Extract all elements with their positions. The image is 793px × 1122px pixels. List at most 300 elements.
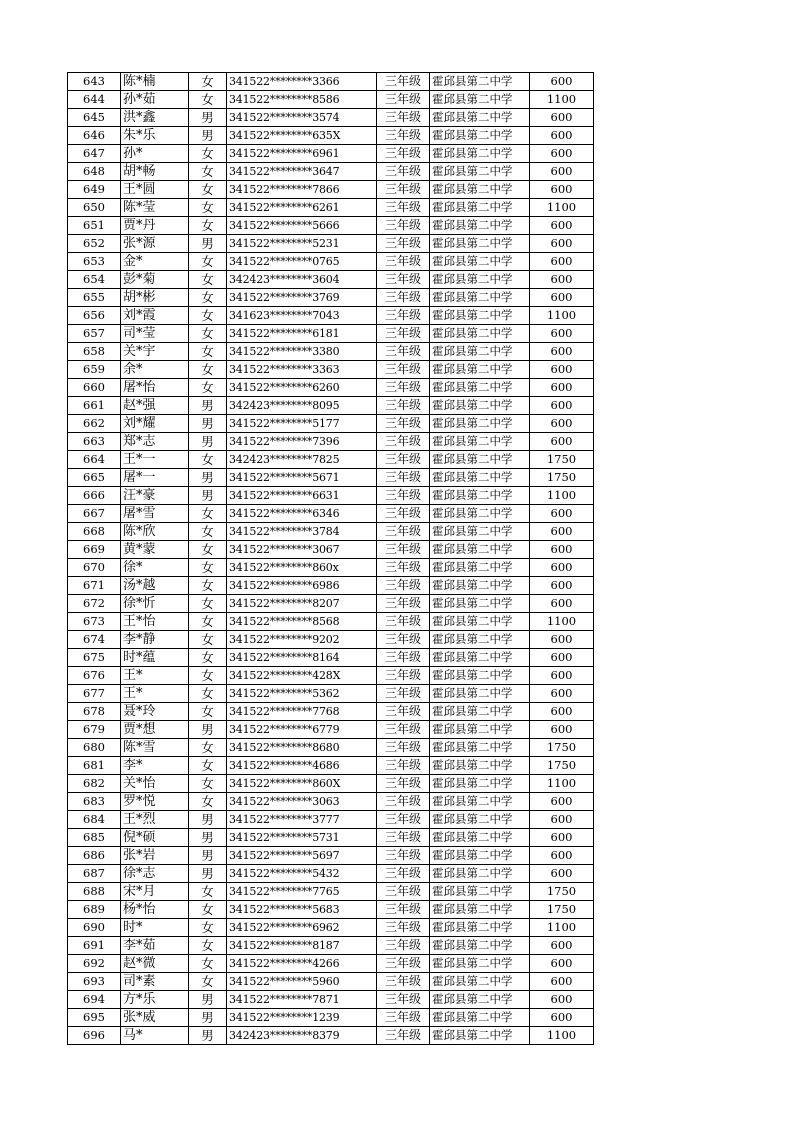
table-body: [68, 73, 594, 1045]
table-row: [68, 541, 594, 559]
amount-cell: 600: [530, 253, 594, 271]
grade-cell: 三年级: [377, 919, 430, 937]
row-number-cell: 695: [68, 1009, 121, 1027]
table-row: [68, 901, 594, 919]
gender-cell: 女: [189, 307, 227, 325]
grade-cell: 三年级: [377, 775, 430, 793]
grade-cell: 三年级: [377, 685, 430, 703]
gender-cell: 女: [189, 613, 227, 631]
amount-cell: 600: [530, 271, 594, 289]
school-cell: 霍邱县第二中学: [430, 91, 530, 109]
table-row: [68, 685, 594, 703]
student-name-cell: 陈*欣: [121, 523, 189, 541]
table-row: [68, 721, 594, 739]
student-name-cell: 王*怡: [121, 613, 189, 631]
grade-cell: 三年级: [377, 127, 430, 145]
amount-cell: 600: [530, 163, 594, 181]
gender-cell: 女: [189, 595, 227, 613]
grade-cell: 三年级: [377, 1009, 430, 1027]
student-name-cell: 王*: [121, 667, 189, 685]
student-name-cell: 黄*蒙: [121, 541, 189, 559]
school-cell: 霍邱县第二中学: [430, 217, 530, 235]
id-number-cell: 341522********3366: [227, 73, 377, 91]
student-name-cell: 贾*丹: [121, 217, 189, 235]
school-cell: 霍邱县第二中学: [430, 433, 530, 451]
table-row: [68, 919, 594, 937]
table-row: [68, 505, 594, 523]
student-name-cell: 杨*怡: [121, 901, 189, 919]
amount-cell: 1100: [530, 307, 594, 325]
id-number-cell: 341522********5432: [227, 865, 377, 883]
gender-cell: 男: [189, 1009, 227, 1027]
gender-cell: 男: [189, 829, 227, 847]
amount-cell: 1750: [530, 901, 594, 919]
row-number-cell: 652: [68, 235, 121, 253]
table-row: [68, 595, 594, 613]
school-cell: 霍邱县第二中学: [430, 469, 530, 487]
grade-cell: 三年级: [377, 109, 430, 127]
student-name-cell: 张*威: [121, 1009, 189, 1027]
id-number-cell: 341522********8568: [227, 613, 377, 631]
amount-cell: 600: [530, 811, 594, 829]
table-row: [68, 703, 594, 721]
grade-cell: 三年级: [377, 343, 430, 361]
id-number-cell: 341623********7043: [227, 307, 377, 325]
grade-cell: 三年级: [377, 1027, 430, 1045]
student-name-cell: 彭*菊: [121, 271, 189, 289]
gender-cell: 女: [189, 739, 227, 757]
row-number-cell: 664: [68, 451, 121, 469]
table-row: [68, 739, 594, 757]
grade-cell: 三年级: [377, 181, 430, 199]
school-cell: 霍邱县第二中学: [430, 181, 530, 199]
id-number-cell: 341522********6986: [227, 577, 377, 595]
gender-cell: 男: [189, 865, 227, 883]
row-number-cell: 674: [68, 631, 121, 649]
gender-cell: 女: [189, 757, 227, 775]
table-row: [68, 487, 594, 505]
row-number-cell: 644: [68, 91, 121, 109]
gender-cell: 男: [189, 109, 227, 127]
grade-cell: 三年级: [377, 235, 430, 253]
school-cell: 霍邱县第二中学: [430, 235, 530, 253]
row-number-cell: 647: [68, 145, 121, 163]
gender-cell: 男: [189, 847, 227, 865]
student-name-cell: 李*茹: [121, 937, 189, 955]
amount-cell: 600: [530, 631, 594, 649]
table-row: [68, 379, 594, 397]
table-row: [68, 883, 594, 901]
id-number-cell: 341522********3067: [227, 541, 377, 559]
grade-cell: 三年级: [377, 91, 430, 109]
row-number-cell: 692: [68, 955, 121, 973]
row-number-cell: 679: [68, 721, 121, 739]
id-number-cell: 341522********5697: [227, 847, 377, 865]
id-number-cell: 341522********6261: [227, 199, 377, 217]
table-row: [68, 667, 594, 685]
gender-cell: 女: [189, 703, 227, 721]
amount-cell: 600: [530, 145, 594, 163]
id-number-cell: 341522********7765: [227, 883, 377, 901]
amount-cell: 600: [530, 703, 594, 721]
school-cell: 霍邱县第二中学: [430, 739, 530, 757]
school-cell: 霍邱县第二中学: [430, 541, 530, 559]
row-number-cell: 673: [68, 613, 121, 631]
row-number-cell: 654: [68, 271, 121, 289]
student-name-cell: 贾*想: [121, 721, 189, 739]
id-number-cell: 342423********3604: [227, 271, 377, 289]
row-number-cell: 662: [68, 415, 121, 433]
table-row: [68, 955, 594, 973]
gender-cell: 男: [189, 469, 227, 487]
amount-cell: 600: [530, 991, 594, 1009]
grade-cell: 三年级: [377, 505, 430, 523]
school-cell: 霍邱县第二中学: [430, 847, 530, 865]
amount-cell: 600: [530, 973, 594, 991]
school-cell: 霍邱县第二中学: [430, 667, 530, 685]
table-row: [68, 217, 594, 235]
school-cell: 霍邱县第二中学: [430, 955, 530, 973]
student-name-cell: 王*烈: [121, 811, 189, 829]
school-cell: 霍邱县第二中学: [430, 487, 530, 505]
school-cell: 霍邱县第二中学: [430, 127, 530, 145]
grade-cell: 三年级: [377, 73, 430, 91]
row-number-cell: 680: [68, 739, 121, 757]
student-name-cell: 屠*雪: [121, 505, 189, 523]
student-name-cell: 屠*怡: [121, 379, 189, 397]
amount-cell: 1100: [530, 487, 594, 505]
school-cell: 霍邱县第二中学: [430, 73, 530, 91]
student-name-cell: 李*静: [121, 631, 189, 649]
id-number-cell: 342423********8379: [227, 1027, 377, 1045]
school-cell: 霍邱县第二中学: [430, 523, 530, 541]
gender-cell: 女: [189, 973, 227, 991]
table-row: [68, 559, 594, 577]
gender-cell: 女: [189, 667, 227, 685]
row-number-cell: 660: [68, 379, 121, 397]
grade-cell: 三年级: [377, 325, 430, 343]
row-number-cell: 696: [68, 1027, 121, 1045]
student-name-cell: 倪*硕: [121, 829, 189, 847]
amount-cell: 600: [530, 361, 594, 379]
row-number-cell: 684: [68, 811, 121, 829]
table-row: [68, 397, 594, 415]
table-row: [68, 145, 594, 163]
row-number-cell: 646: [68, 127, 121, 145]
gender-cell: 女: [189, 775, 227, 793]
grade-cell: 三年级: [377, 199, 430, 217]
student-name-cell: 王*圆: [121, 181, 189, 199]
table-row: [68, 469, 594, 487]
gender-cell: 女: [189, 217, 227, 235]
amount-cell: 1100: [530, 775, 594, 793]
id-number-cell: 341522********5231: [227, 235, 377, 253]
amount-cell: 600: [530, 667, 594, 685]
id-number-cell: 341522********5731: [227, 829, 377, 847]
gender-cell: 男: [189, 433, 227, 451]
id-number-cell: 341522********6260: [227, 379, 377, 397]
row-number-cell: 669: [68, 541, 121, 559]
amount-cell: 600: [530, 73, 594, 91]
grade-cell: 三年级: [377, 253, 430, 271]
gender-cell: 男: [189, 397, 227, 415]
school-cell: 霍邱县第二中学: [430, 973, 530, 991]
amount-cell: 600: [530, 559, 594, 577]
grade-cell: 三年级: [377, 307, 430, 325]
id-number-cell: 342423********7825: [227, 451, 377, 469]
row-number-cell: 672: [68, 595, 121, 613]
amount-cell: 600: [530, 109, 594, 127]
row-number-cell: 670: [68, 559, 121, 577]
table-row: [68, 847, 594, 865]
amount-cell: 600: [530, 865, 594, 883]
amount-cell: 600: [530, 181, 594, 199]
school-cell: 霍邱县第二中学: [430, 307, 530, 325]
student-name-cell: 赵*微: [121, 955, 189, 973]
amount-cell: 600: [530, 433, 594, 451]
school-cell: 霍邱县第二中学: [430, 451, 530, 469]
id-number-cell: 341522********0765: [227, 253, 377, 271]
amount-cell: 600: [530, 217, 594, 235]
amount-cell: 600: [530, 649, 594, 667]
amount-cell: 1750: [530, 739, 594, 757]
table-row: [68, 757, 594, 775]
id-number-cell: 341522********5177: [227, 415, 377, 433]
student-name-cell: 孙*: [121, 145, 189, 163]
gender-cell: 女: [189, 145, 227, 163]
gender-cell: 男: [189, 415, 227, 433]
school-cell: 霍邱县第二中学: [430, 145, 530, 163]
table-row: [68, 289, 594, 307]
student-name-cell: 王*一: [121, 451, 189, 469]
grade-cell: 三年级: [377, 667, 430, 685]
table-row: [68, 613, 594, 631]
grade-cell: 三年级: [377, 271, 430, 289]
school-cell: 霍邱县第二中学: [430, 1009, 530, 1027]
grade-cell: 三年级: [377, 901, 430, 919]
table-row: [68, 451, 594, 469]
row-number-cell: 645: [68, 109, 121, 127]
school-cell: 霍邱县第二中学: [430, 649, 530, 667]
table-row: [68, 991, 594, 1009]
row-number-cell: 661: [68, 397, 121, 415]
grade-cell: 三年级: [377, 649, 430, 667]
gender-cell: 女: [189, 271, 227, 289]
student-name-cell: 司*素: [121, 973, 189, 991]
amount-cell: 1750: [530, 451, 594, 469]
row-number-cell: 658: [68, 343, 121, 361]
student-name-cell: 陈*雪: [121, 739, 189, 757]
student-name-cell: 胡*畅: [121, 163, 189, 181]
amount-cell: 600: [530, 829, 594, 847]
amount-cell: 1100: [530, 91, 594, 109]
id-number-cell: 341522********8207: [227, 595, 377, 613]
row-number-cell: 656: [68, 307, 121, 325]
grade-cell: 三年级: [377, 577, 430, 595]
gender-cell: 女: [189, 325, 227, 343]
gender-cell: 女: [189, 577, 227, 595]
table-row: [68, 829, 594, 847]
table-row: [68, 181, 594, 199]
row-number-cell: 649: [68, 181, 121, 199]
row-number-cell: 690: [68, 919, 121, 937]
id-number-cell: 341522********428X: [227, 667, 377, 685]
amount-cell: 600: [530, 685, 594, 703]
school-cell: 霍邱县第二中学: [430, 685, 530, 703]
row-number-cell: 683: [68, 793, 121, 811]
table-row: [68, 811, 594, 829]
row-number-cell: 693: [68, 973, 121, 991]
student-name-cell: 余*: [121, 361, 189, 379]
school-cell: 霍邱县第二中学: [430, 1027, 530, 1045]
row-number-cell: 681: [68, 757, 121, 775]
table-row: [68, 199, 594, 217]
student-name-cell: 马*: [121, 1027, 189, 1045]
id-number-cell: 341522********9202: [227, 631, 377, 649]
row-number-cell: 643: [68, 73, 121, 91]
school-cell: 霍邱县第二中学: [430, 361, 530, 379]
id-number-cell: 341522********8680: [227, 739, 377, 757]
row-number-cell: 685: [68, 829, 121, 847]
id-number-cell: 341522********3574: [227, 109, 377, 127]
id-number-cell: 341522********7866: [227, 181, 377, 199]
table-row: [68, 361, 594, 379]
gender-cell: 女: [189, 901, 227, 919]
table-row: [68, 631, 594, 649]
student-name-cell: 李*: [121, 757, 189, 775]
table-row: [68, 343, 594, 361]
school-cell: 霍邱县第二中学: [430, 505, 530, 523]
table-row: [68, 73, 594, 91]
row-number-cell: 667: [68, 505, 121, 523]
id-number-cell: 341522********3769: [227, 289, 377, 307]
amount-cell: 1750: [530, 883, 594, 901]
gender-cell: 女: [189, 73, 227, 91]
school-cell: 霍邱县第二中学: [430, 865, 530, 883]
grade-cell: 三年级: [377, 289, 430, 307]
amount-cell: 600: [530, 937, 594, 955]
amount-cell: 600: [530, 1009, 594, 1027]
student-name-cell: 司*莹: [121, 325, 189, 343]
student-name-cell: 陈*楠: [121, 73, 189, 91]
amount-cell: 1750: [530, 757, 594, 775]
id-number-cell: 341522********3363: [227, 361, 377, 379]
id-number-cell: 341522********3063: [227, 793, 377, 811]
gender-cell: 女: [189, 253, 227, 271]
student-name-cell: 张*岩: [121, 847, 189, 865]
grade-cell: 三年级: [377, 217, 430, 235]
id-number-cell: 341522********8586: [227, 91, 377, 109]
id-number-cell: 341522********6961: [227, 145, 377, 163]
student-name-cell: 朱*乐: [121, 127, 189, 145]
id-number-cell: 341522********635X: [227, 127, 377, 145]
table-row: [68, 109, 594, 127]
row-number-cell: 659: [68, 361, 121, 379]
table-row: [68, 307, 594, 325]
row-number-cell: 648: [68, 163, 121, 181]
grade-cell: 三年级: [377, 739, 430, 757]
amount-cell: 600: [530, 505, 594, 523]
grade-cell: 三年级: [377, 163, 430, 181]
id-number-cell: 341522********6631: [227, 487, 377, 505]
grade-cell: 三年级: [377, 469, 430, 487]
student-name-cell: 金*: [121, 253, 189, 271]
school-cell: 霍邱县第二中学: [430, 631, 530, 649]
id-number-cell: 341522********7871: [227, 991, 377, 1009]
grade-cell: 三年级: [377, 973, 430, 991]
school-cell: 霍邱县第二中学: [430, 199, 530, 217]
row-number-cell: 689: [68, 901, 121, 919]
gender-cell: 男: [189, 991, 227, 1009]
table-row: [68, 865, 594, 883]
table-row: [68, 937, 594, 955]
row-number-cell: 650: [68, 199, 121, 217]
amount-cell: 1100: [530, 1027, 594, 1045]
gender-cell: 女: [189, 793, 227, 811]
gender-cell: 男: [189, 127, 227, 145]
id-number-cell: 341522********860X: [227, 775, 377, 793]
id-number-cell: 342423********8095: [227, 397, 377, 415]
amount-cell: 600: [530, 577, 594, 595]
row-number-cell: 678: [68, 703, 121, 721]
student-name-cell: 张*源: [121, 235, 189, 253]
amount-cell: 600: [530, 793, 594, 811]
id-number-cell: 341522********5671: [227, 469, 377, 487]
student-name-cell: 王*: [121, 685, 189, 703]
gender-cell: 女: [189, 505, 227, 523]
student-name-cell: 陈*莹: [121, 199, 189, 217]
id-number-cell: 341522********1239: [227, 1009, 377, 1027]
grade-cell: 三年级: [377, 703, 430, 721]
id-number-cell: 341522********4686: [227, 757, 377, 775]
grade-cell: 三年级: [377, 433, 430, 451]
table-row: [68, 415, 594, 433]
id-number-cell: 341522********3380: [227, 343, 377, 361]
table-row: [68, 577, 594, 595]
row-number-cell: 682: [68, 775, 121, 793]
student-name-cell: 洪*鑫: [121, 109, 189, 127]
id-number-cell: 341522********5960: [227, 973, 377, 991]
amount-cell: 600: [530, 127, 594, 145]
amount-cell: 1100: [530, 919, 594, 937]
amount-cell: 600: [530, 379, 594, 397]
id-number-cell: 341522********5666: [227, 217, 377, 235]
id-number-cell: 341522********3777: [227, 811, 377, 829]
student-name-cell: 聂*玲: [121, 703, 189, 721]
grade-cell: 三年级: [377, 397, 430, 415]
id-number-cell: 341522********7768: [227, 703, 377, 721]
student-name-cell: 刘*霞: [121, 307, 189, 325]
amount-cell: 600: [530, 397, 594, 415]
grade-cell: 三年级: [377, 595, 430, 613]
gender-cell: 女: [189, 541, 227, 559]
gender-cell: 男: [189, 235, 227, 253]
student-name-cell: 汤*越: [121, 577, 189, 595]
grade-cell: 三年级: [377, 757, 430, 775]
student-name-cell: 汪*豪: [121, 487, 189, 505]
school-cell: 霍邱县第二中学: [430, 991, 530, 1009]
row-number-cell: 668: [68, 523, 121, 541]
table-row: [68, 1027, 594, 1045]
school-cell: 霍邱县第二中学: [430, 757, 530, 775]
gender-cell: 女: [189, 361, 227, 379]
student-name-cell: 方*乐: [121, 991, 189, 1009]
row-number-cell: 655: [68, 289, 121, 307]
table-row: [68, 1009, 594, 1027]
id-number-cell: 341522********6779: [227, 721, 377, 739]
gender-cell: 女: [189, 937, 227, 955]
student-name-cell: 时*蕴: [121, 649, 189, 667]
